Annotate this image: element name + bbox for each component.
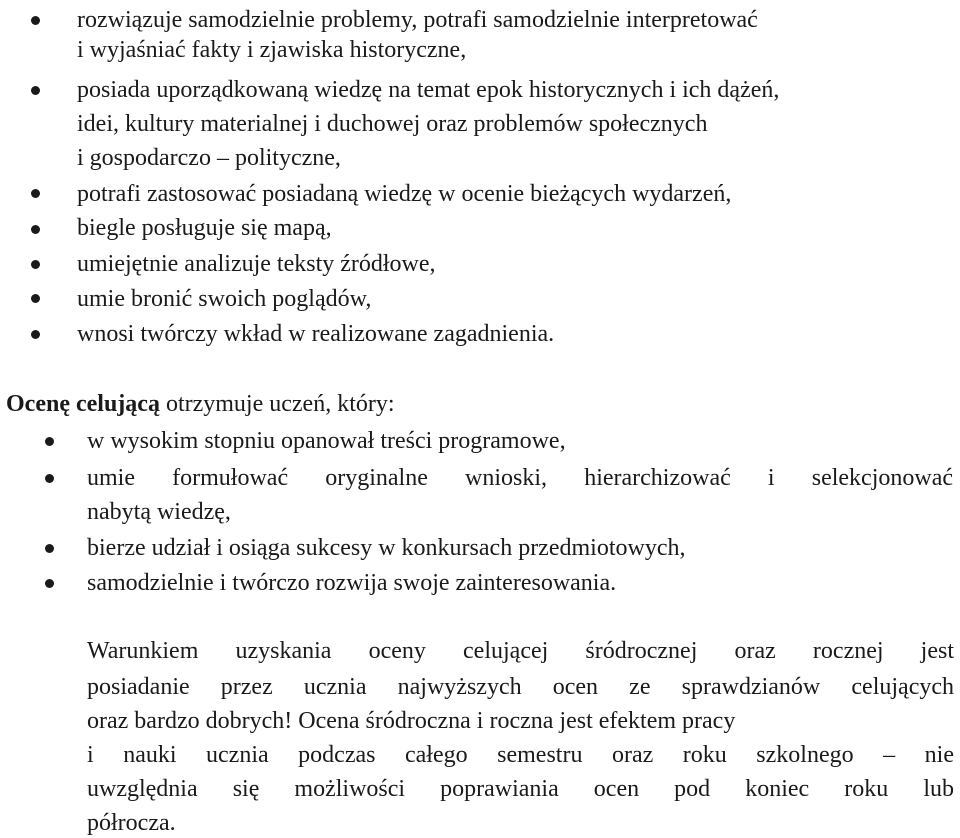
bullet-icon [31, 16, 40, 25]
bullet-icon [45, 579, 54, 588]
paragraph-line: posiadanie przez ucznia najwyższych ocen ze sprawdzianów celujących [87, 674, 954, 700]
paragraph-line: półrocza. [87, 810, 176, 836]
list-item-line: umiejętnie analizuje teksty źródłowe, [77, 251, 436, 277]
list-item-line: i gospodarczo – polityczne, [77, 145, 341, 171]
list-item-line: umie bronić swoich poglądów, [77, 286, 372, 312]
bullet-icon [31, 189, 40, 198]
paragraph-line: uwzględnia się możliwości poprawiania ocen pod koniec roku lub [87, 776, 954, 802]
paragraph-line: Warunkiem uzyskania oceny celującej śródrocznej oraz rocznej jest [87, 638, 954, 664]
list-item-line: potrafi zastosować posiadaną wiedzę w ocenie bieżących wydarzeń, [77, 181, 732, 207]
heading-rest-text: otrzymuje uczeń, który: [159, 391, 395, 417]
paragraph-line: i nauki ucznia podczas całego semestru oraz roku szkolnego – nie [87, 742, 954, 768]
list-item-line: umie formułować oryginalne wnioski, hierarchizować i selekcjonować [87, 465, 953, 491]
bullet-icon [31, 225, 40, 234]
bullet-icon [31, 86, 40, 95]
list-item-line: rozwiązuje samodzielnie problemy, potrafi samodzielnie interpretować [77, 7, 758, 33]
heading-bold-text: Ocenę celującą [6, 391, 160, 417]
section-heading [6, 389, 395, 419]
list-item-line: biegle posługuje się mapą, [77, 215, 332, 241]
list-item-line: w wysokim stopniu opanował treści programowe, [87, 428, 566, 454]
list-item-line: idei, kultury materialnej i duchowej oraz problemów społecznych [77, 111, 708, 137]
bullet-icon [45, 474, 54, 483]
bullet-icon [31, 294, 40, 303]
list-item-line: wnosi twórczy wkład w realizowane zagadnienia. [77, 321, 555, 347]
list-item-line: bierze udział i osiąga sukcesy w konkursach przedmiotowych, [87, 535, 686, 561]
bullet-icon [31, 330, 40, 339]
bullet-icon [45, 437, 54, 446]
list-item-line: i wyjaśniać fakty i zjawiska historyczne, [77, 37, 467, 63]
list-item-line: samodzielnie i twórczo rozwija swoje zainteresowania. [87, 570, 617, 596]
bullet-icon [31, 260, 40, 269]
list-item-line: posiada uporządkowaną wiedzę na temat epok historycznych i ich dążeń, [77, 77, 780, 103]
list-item-line: nabytą wiedzę, [87, 499, 231, 525]
bullet-icon [45, 544, 54, 553]
paragraph-line: oraz bardzo dobrych! Ocena śródroczna i roczna jest efektem pracy [87, 708, 736, 734]
